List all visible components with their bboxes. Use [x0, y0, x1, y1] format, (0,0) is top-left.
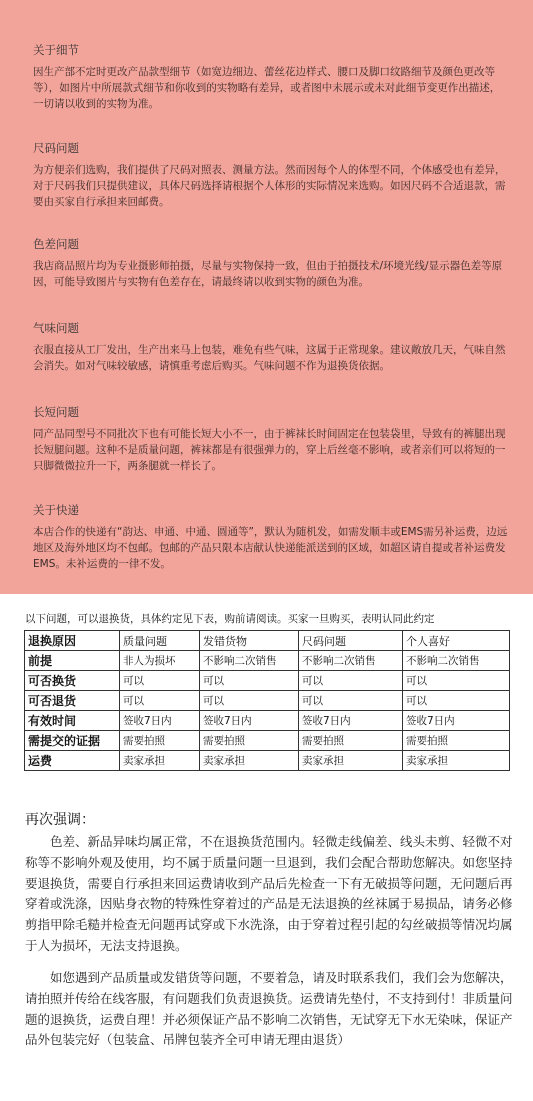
row-label: 退换原因	[25, 631, 120, 651]
table-cell: 签收7日内	[403, 711, 510, 731]
row-label: 前提	[25, 651, 120, 671]
table-cell: 可以	[200, 691, 299, 711]
row-label: 需提交的证据	[25, 731, 120, 751]
section-length	[33, 404, 509, 474]
table-cell: 卖家承担	[200, 751, 299, 771]
table-row	[25, 631, 510, 651]
table-row	[25, 751, 510, 771]
table-cell: 发错货物	[200, 631, 299, 651]
section-title: 关于细节	[33, 43, 79, 57]
table-cell: 个人喜好	[403, 631, 510, 651]
policy-intro: 以下问题，可以退换货，具体约定见下表，购前请阅读。买家一旦购买，表明认同此约定	[25, 613, 435, 625]
section-body: 我店商品照片均为专业摄影师拍摄，尽量与实物保持一致，但由于拍摄技术/环境光线/显示器色差等原因，可能导致图片与实物有色差存在，请最终请以收到实物的颜色为准。	[33, 260, 503, 288]
emphasis-paragraph: 如您遇到产品质量或发错货等问题，不要着急，请及时联系我们，我们会为您解决，请拍照并传给在线客服，有问题我们负责退换货。运费请先垫付，不支持到付！非质量问题的退换货，运费自理！并必须保证产品不影响二次销售，无试穿无下水无染味，保证产品外包装完好（包装盒、吊牌包装齐全可申请无理由退货）	[25, 970, 513, 1048]
table-cell: 不影响二次销售	[200, 651, 299, 671]
table-cell: 不影响二次销售	[403, 651, 510, 671]
section-body: 为方便亲们选购，我们提供了尺码对照表、测量方法。然而因每个人的体型不同，个体感受也有差异，对于尺码我们只提供建议，具体尺码选择请根据个人体形的实际情况来选购。如因尺码不合适退款，需要由买家自行承担来回邮费。	[33, 164, 506, 208]
table-cell: 可以	[120, 691, 200, 711]
table-cell: 签收7日内	[200, 711, 299, 731]
table-row	[25, 671, 510, 691]
row-label: 可否退货	[25, 691, 120, 711]
table-cell: 卖家承担	[299, 751, 403, 771]
table-cell: 可以	[403, 691, 510, 711]
table-cell: 可以	[299, 691, 403, 711]
table-cell: 需要拍照	[200, 731, 299, 751]
section-body: 同产品同型号不同批次下也有可能长短大小不一，由于裤袜长时间固定在包装袋里，导致有的裤腿出现长短腿问题。这种不是质量问题，裤袜都是有很强弹力的，穿上后丝毫不影响，或者亲们可以将短的一只脚微微拉升一下，两条腿就一样长了。	[33, 428, 506, 472]
section-body: 本店合作的快递有“韵达、申通、中通、圆通等”，默认为随机发，如需发顺丰或EMS需另补运费，边远地区及海外地区均不包邮。包邮的产品只限本店献认快递能派送到的区域，如超区请自提或者补运费发EMS。未补运费的一律不发。	[33, 526, 508, 570]
table-cell: 需要拍照	[120, 731, 200, 751]
table-cell: 可以	[403, 671, 510, 691]
section-title: 色差问题	[33, 237, 79, 251]
table-cell: 签收7日内	[120, 711, 200, 731]
table-cell: 可以	[200, 671, 299, 691]
section-shipping	[33, 502, 509, 572]
row-label: 可否换货	[25, 671, 120, 691]
section-odor	[33, 320, 509, 374]
table-cell: 需要拍照	[403, 731, 510, 751]
section-title: 关于快递	[33, 503, 79, 517]
emphasis-paragraph: 色差、新品异味均属正常，不在退换货范围内。轻微走线偏差、线头未剪、轻微不对称等不影响外观及使用，均不属于质量问题一旦退到，我们会配合帮助您解决。如您坚持要退换货，需要自行承担来回运费请收到产品后先检查一下有无破损等问题，无问题后再穿着或洗涤，因贴身衣物的特殊性穿着过的产品是无法退换的丝袜属于易损品，请务必修剪指甲除毛糙并检查无问题再试穿或下水洗涤，由于穿着过程引起的勾丝破损等情况均属于人为损坏，无法支持退换。	[25, 834, 513, 953]
table-cell: 质量问题	[120, 631, 200, 651]
table-row	[25, 711, 510, 731]
row-label: 有效时间	[25, 711, 120, 731]
table-cell: 需要拍照	[299, 731, 403, 751]
section-size	[33, 140, 509, 210]
section-title: 气味问题	[33, 321, 79, 335]
section-details	[33, 42, 509, 112]
section-color	[33, 236, 509, 290]
table-row	[25, 691, 510, 711]
section-title: 长短问题	[33, 405, 79, 419]
table-cell: 尺码问题	[299, 631, 403, 651]
table-cell: 可以	[299, 671, 403, 691]
section-body: 衣服直接从工厂发出，生产出来马上包装，难免有些气味，这属于正常现象。建议敞放几天，气味自然会消失。如对气味较敏感，请慎重考虑后购买。气味问题不作为退换货依据。	[33, 344, 506, 372]
row-label: 运费	[25, 751, 120, 771]
return-policy-table	[24, 630, 510, 771]
table-row	[25, 731, 510, 751]
table-cell: 卖家承担	[120, 751, 200, 771]
table-row	[25, 651, 510, 671]
table-cell: 非人为损坏	[120, 651, 200, 671]
section-body: 因生产部不定时更改产品款型细节（如宽边细边、蕾丝花边样式、腰口及脚口纹路细节及颜色更改等等），如图片中所展款式细节和你收到的实物略有差异，或者图中未展示或未对此细节变更作出描述，一切请以收到的实物为准。	[33, 66, 501, 110]
table-cell: 签收7日内	[299, 711, 403, 731]
table-cell: 可以	[120, 671, 200, 691]
section-title: 尺码问题	[33, 141, 79, 155]
table-cell: 卖家承担	[403, 751, 510, 771]
emphasis-title: 再次强调：	[25, 812, 95, 828]
table-cell: 不影响二次销售	[299, 651, 403, 671]
